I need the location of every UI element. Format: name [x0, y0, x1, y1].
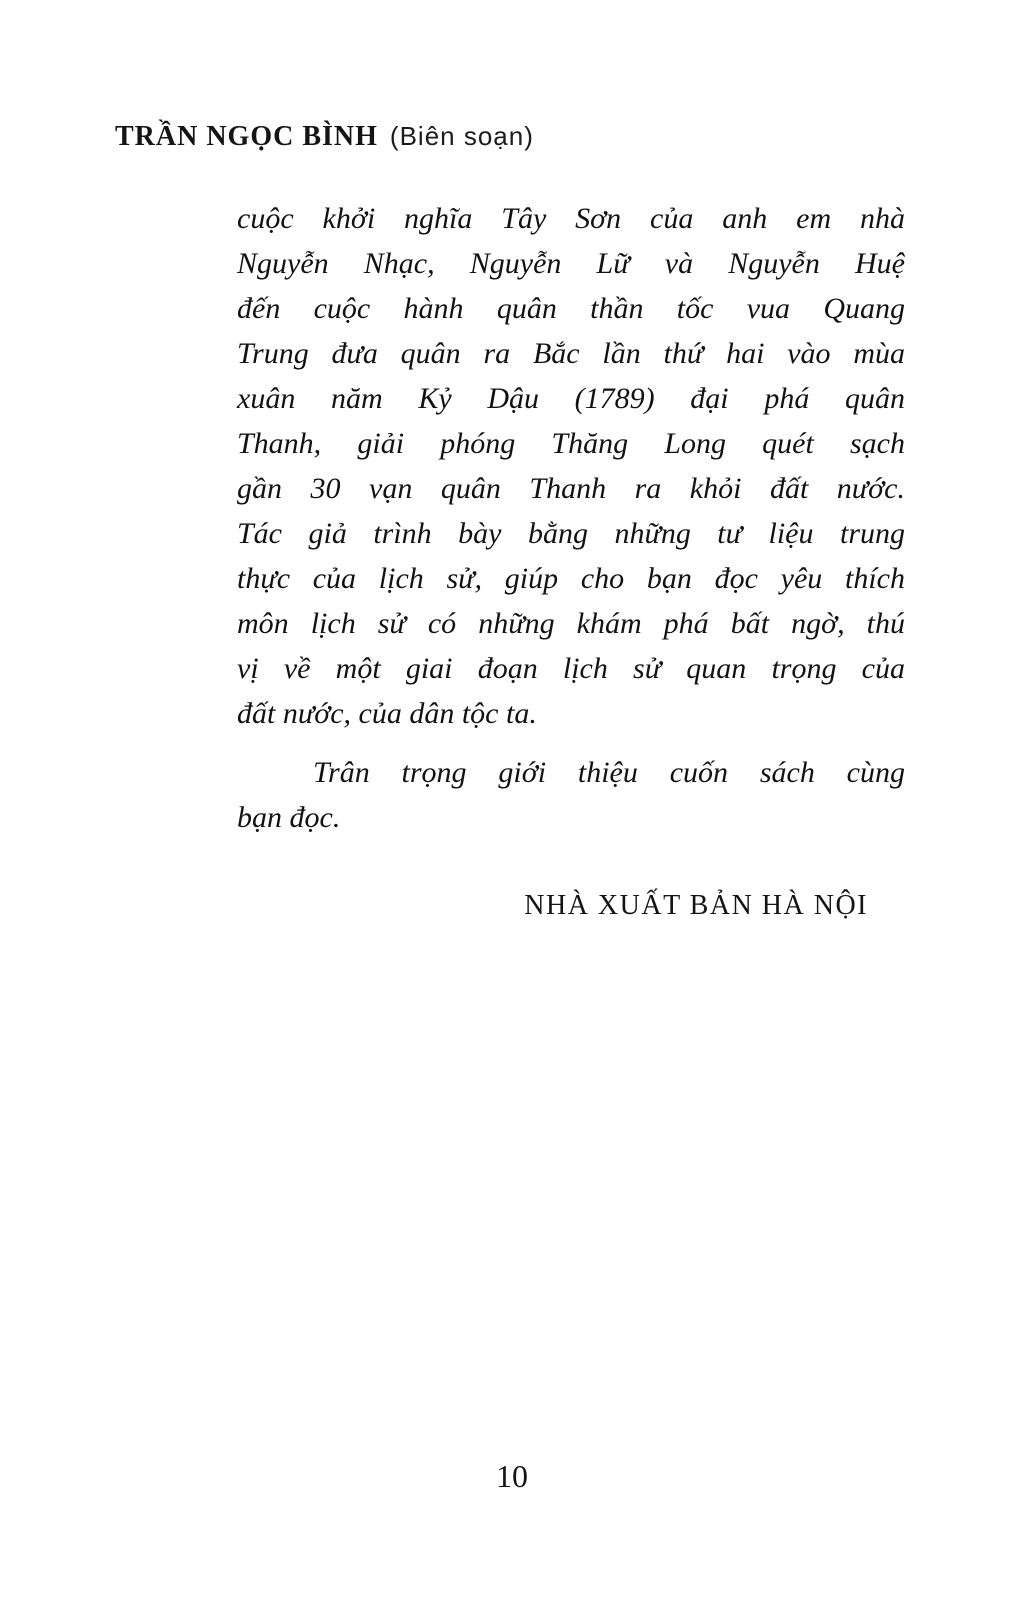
text-line: gần 30 vạn quân Thanh ra khỏi đất nước.	[237, 472, 905, 505]
author-name: TRẦN NGỌC BÌNH	[115, 121, 378, 152]
text-column	[237, 196, 905, 926]
text-line: Thanh, giải phóng Thăng Long quét sạch	[237, 427, 905, 460]
text-line: bạn đọc.	[237, 801, 341, 834]
paragraph-closing	[237, 750, 905, 840]
text-line: vị về một giai đoạn lịch sử quan trọng của	[237, 652, 905, 685]
paragraph-continuation	[237, 196, 905, 736]
text-line: cuộc khởi nghĩa Tây Sơn của anh em nhà	[237, 202, 905, 235]
text-line: Nguyễn Nhạc, Nguyễn Lữ và Nguyễn Huệ	[237, 247, 905, 280]
editor-role: (Biên soạn)	[389, 121, 534, 151]
text-line: Tác giả trình bày bằng những tư liệu trung	[237, 517, 905, 550]
running-header	[115, 121, 534, 153]
text-line: đến cuộc hành quân thần tốc vua Quang	[237, 292, 905, 325]
page-number: 10	[496, 1458, 528, 1494]
text-line: môn lịch sử có những khám phá bất ngờ, thú	[237, 607, 905, 640]
text-line: Trân trọng giới thiệu cuốn sách cùng	[313, 756, 905, 789]
text-line: thực của lịch sử, giúp cho bạn đọc yêu thích	[237, 562, 905, 595]
text-line: Trung đưa quân ra Bắc lần thứ hai vào mùa	[237, 337, 905, 370]
publisher-imprint: NHÀ XUẤT BẢN HÀ NỘI	[524, 890, 868, 921]
text-line: đất nước, của dân tộc ta.	[237, 697, 537, 730]
text-line: xuân năm Kỷ Dậu (1789) đại phá quân	[237, 382, 905, 415]
